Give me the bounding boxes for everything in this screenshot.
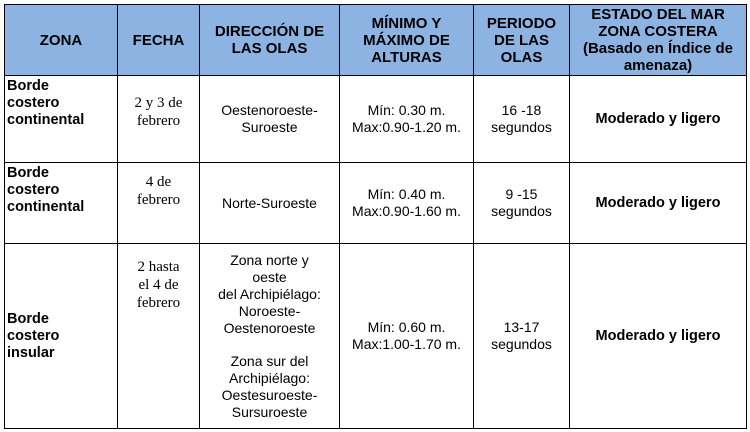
zona-line: costero bbox=[7, 95, 60, 111]
header-periodo-line-3: OLAS bbox=[500, 48, 543, 66]
fecha-line: el 4 de bbox=[138, 277, 179, 293]
header-estado-line-1: ESTADO DEL MAR bbox=[591, 6, 725, 23]
direccion-line: Oestenoroeste- bbox=[221, 102, 318, 118]
header-fecha bbox=[118, 5, 200, 76]
fecha-line: 4 de bbox=[145, 174, 172, 190]
zona-line: Borde bbox=[7, 165, 49, 181]
fecha-line: febrero bbox=[136, 192, 181, 208]
zona-line: insular bbox=[7, 344, 55, 361]
cell-fecha bbox=[118, 76, 200, 163]
header-periodo-line-2: DE LAS bbox=[493, 31, 549, 49]
wave-forecast-table bbox=[4, 4, 747, 429]
direccion-line: Suroeste bbox=[241, 119, 298, 135]
zona-line: continental bbox=[7, 112, 85, 128]
header-estado-line-4: amenaza) bbox=[623, 57, 693, 74]
fecha-line: 2 y 3 de bbox=[134, 95, 183, 111]
header-direccion-line-1: DIRECCIÓN DE bbox=[214, 23, 325, 40]
direccion-line: Archipiélago: bbox=[229, 369, 310, 386]
cell-estado: Moderado y ligero bbox=[570, 76, 747, 163]
cell-fecha bbox=[118, 163, 200, 244]
cell-periodo bbox=[474, 163, 570, 244]
direccion-line: del Archipiélago: bbox=[218, 285, 321, 302]
header-direccion bbox=[200, 5, 340, 76]
periodo-range: 16 -18 bbox=[501, 102, 542, 118]
alturas-max: Max:0.90-1.20 m. bbox=[352, 119, 461, 135]
header-estado-line-3: (Basado en Índice de bbox=[582, 40, 734, 57]
periodo-unit: segundos bbox=[491, 336, 552, 352]
paragraph-gap bbox=[202, 337, 337, 353]
header-direccion-line-2: LAS OLAS bbox=[231, 40, 308, 57]
direccion-line: Norte-Suroeste bbox=[222, 194, 317, 211]
cell-zona bbox=[5, 76, 118, 163]
header-periodo bbox=[474, 5, 570, 76]
cell-fecha bbox=[118, 244, 200, 429]
header-alturas-line-3: ALTURAS bbox=[371, 48, 442, 66]
direccion-line: Sursuroeste bbox=[231, 403, 308, 420]
fecha-line: febrero bbox=[136, 113, 181, 129]
fecha-line: 2 hasta bbox=[137, 259, 180, 275]
zona-line: continental bbox=[7, 199, 85, 215]
alturas-min: Mín: 0.40 m. bbox=[367, 186, 446, 202]
periodo-range: 9 -15 bbox=[505, 186, 538, 202]
alturas-max: Max:1.00-1.70 m. bbox=[352, 336, 461, 352]
header-fecha-line: FECHA bbox=[132, 31, 185, 49]
cell-alturas bbox=[340, 163, 474, 244]
header-row bbox=[5, 5, 747, 76]
direccion-line: Oestenoroeste bbox=[223, 319, 316, 336]
table-row bbox=[5, 244, 747, 429]
cell-zona bbox=[5, 244, 118, 429]
cell-alturas bbox=[340, 244, 474, 429]
direccion-line: Noroeste- bbox=[238, 302, 301, 319]
zona-line: Borde bbox=[7, 310, 49, 327]
table-row bbox=[5, 163, 747, 244]
cell-direccion bbox=[200, 76, 340, 163]
header-alturas bbox=[340, 5, 474, 76]
cell-estado: Moderado y ligero bbox=[570, 244, 747, 429]
forecast-table-container bbox=[4, 4, 746, 428]
cell-direccion bbox=[200, 163, 340, 244]
header-estado bbox=[570, 5, 747, 76]
direccion-line: oeste bbox=[252, 268, 287, 285]
cell-estado: Moderado y ligero bbox=[570, 163, 747, 244]
zona-line: costero bbox=[7, 327, 60, 344]
periodo-range: 13-17 bbox=[503, 319, 540, 335]
cell-zona bbox=[5, 163, 118, 244]
header-periodo-line-1: PERIODO bbox=[486, 14, 557, 32]
table-row bbox=[5, 76, 747, 163]
direccion-line: Zona norte y bbox=[230, 251, 309, 268]
cell-periodo bbox=[474, 244, 570, 429]
header-alturas-line-1: MÍNIMO Y bbox=[371, 14, 442, 32]
header-estado-line-2: ZONA COSTERA bbox=[598, 23, 718, 40]
direccion-line: Zona sur del bbox=[230, 352, 309, 369]
fecha-line: febrero bbox=[136, 295, 181, 311]
periodo-unit: segundos bbox=[491, 203, 552, 219]
periodo-unit: segundos bbox=[491, 119, 552, 135]
cell-direccion bbox=[200, 244, 340, 429]
cell-alturas bbox=[340, 76, 474, 163]
direccion-line: Oestesuroeste- bbox=[221, 386, 318, 403]
alturas-min: Mín: 0.60 m. bbox=[367, 319, 446, 335]
header-alturas-line-2: MÁXIMO DE bbox=[363, 31, 450, 49]
zona-line: Borde bbox=[7, 78, 49, 94]
header-zona bbox=[5, 5, 118, 76]
alturas-min: Mín: 0.30 m. bbox=[367, 102, 446, 118]
alturas-max: Max:0.90-1.60 m. bbox=[352, 203, 461, 219]
zona-line: costero bbox=[7, 182, 60, 198]
cell-periodo bbox=[474, 76, 570, 163]
header-zona-line: ZONA bbox=[39, 31, 83, 49]
